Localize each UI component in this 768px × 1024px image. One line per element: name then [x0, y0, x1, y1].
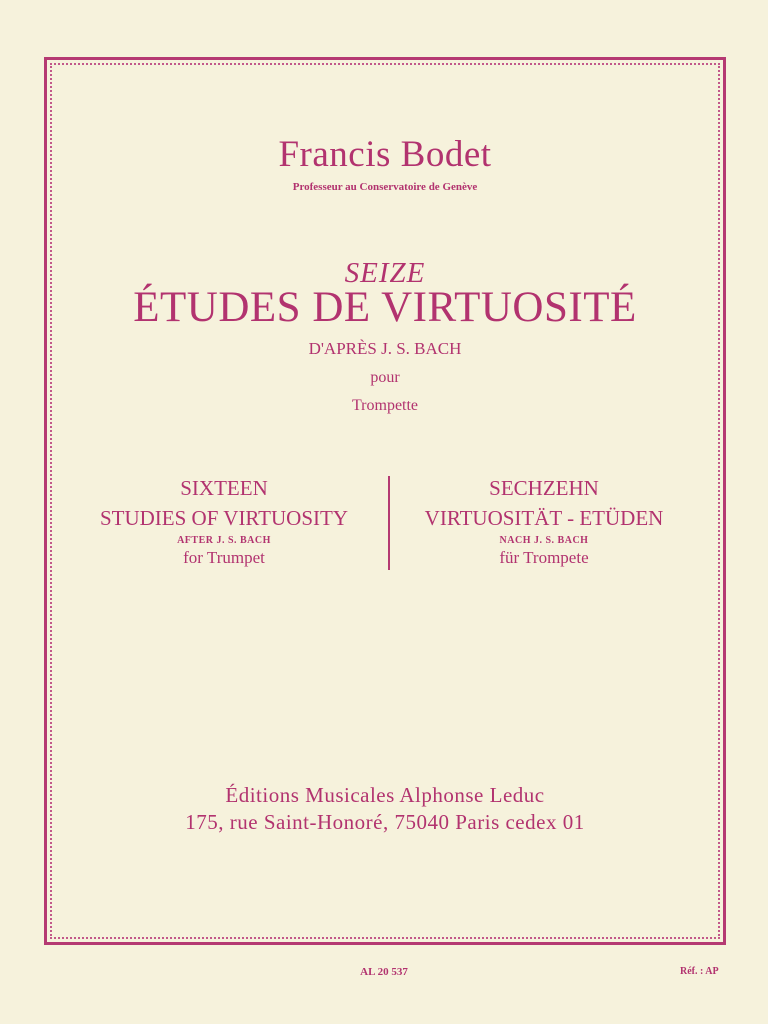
after-bach: D'APRÈS J. S. BACH [308, 339, 462, 358]
german-line-3: NACH J. S. BACH [499, 535, 589, 546]
reference-code: Réf. : AP [680, 966, 719, 977]
english-line-1: SIXTEEN [180, 476, 268, 500]
column-divider [388, 476, 390, 570]
english-line-3: AFTER J. S. BACH [177, 535, 271, 546]
instrument-label: Trompette [351, 397, 419, 414]
english-line-4: for Trumpet [183, 548, 265, 567]
english-line-2: STUDIES OF VIRTUOSITY [99, 506, 349, 530]
german-line-1: SECHZEHN [489, 476, 599, 500]
catalog-code: AL 20 537 [360, 966, 408, 978]
main-title: ÉTUDES DE VIRTUOSITÉ [133, 284, 637, 331]
pour-label: pour [370, 369, 400, 386]
title-prefix: SEIZE [344, 257, 426, 289]
composer-name: Francis Bodet [278, 134, 492, 175]
german-line-2: VIRTUOSITÄT - ETÜDEN [424, 506, 664, 530]
publisher-name: Éditions Musicales Alphonse Leduc [225, 783, 545, 807]
publisher-address: 175, rue Saint-Honoré, 75040 Paris cedex 01 [185, 810, 585, 834]
composer-title: Professeur au Conservatoire de Genève [292, 181, 478, 193]
german-line-4: für Trompete [499, 548, 589, 567]
